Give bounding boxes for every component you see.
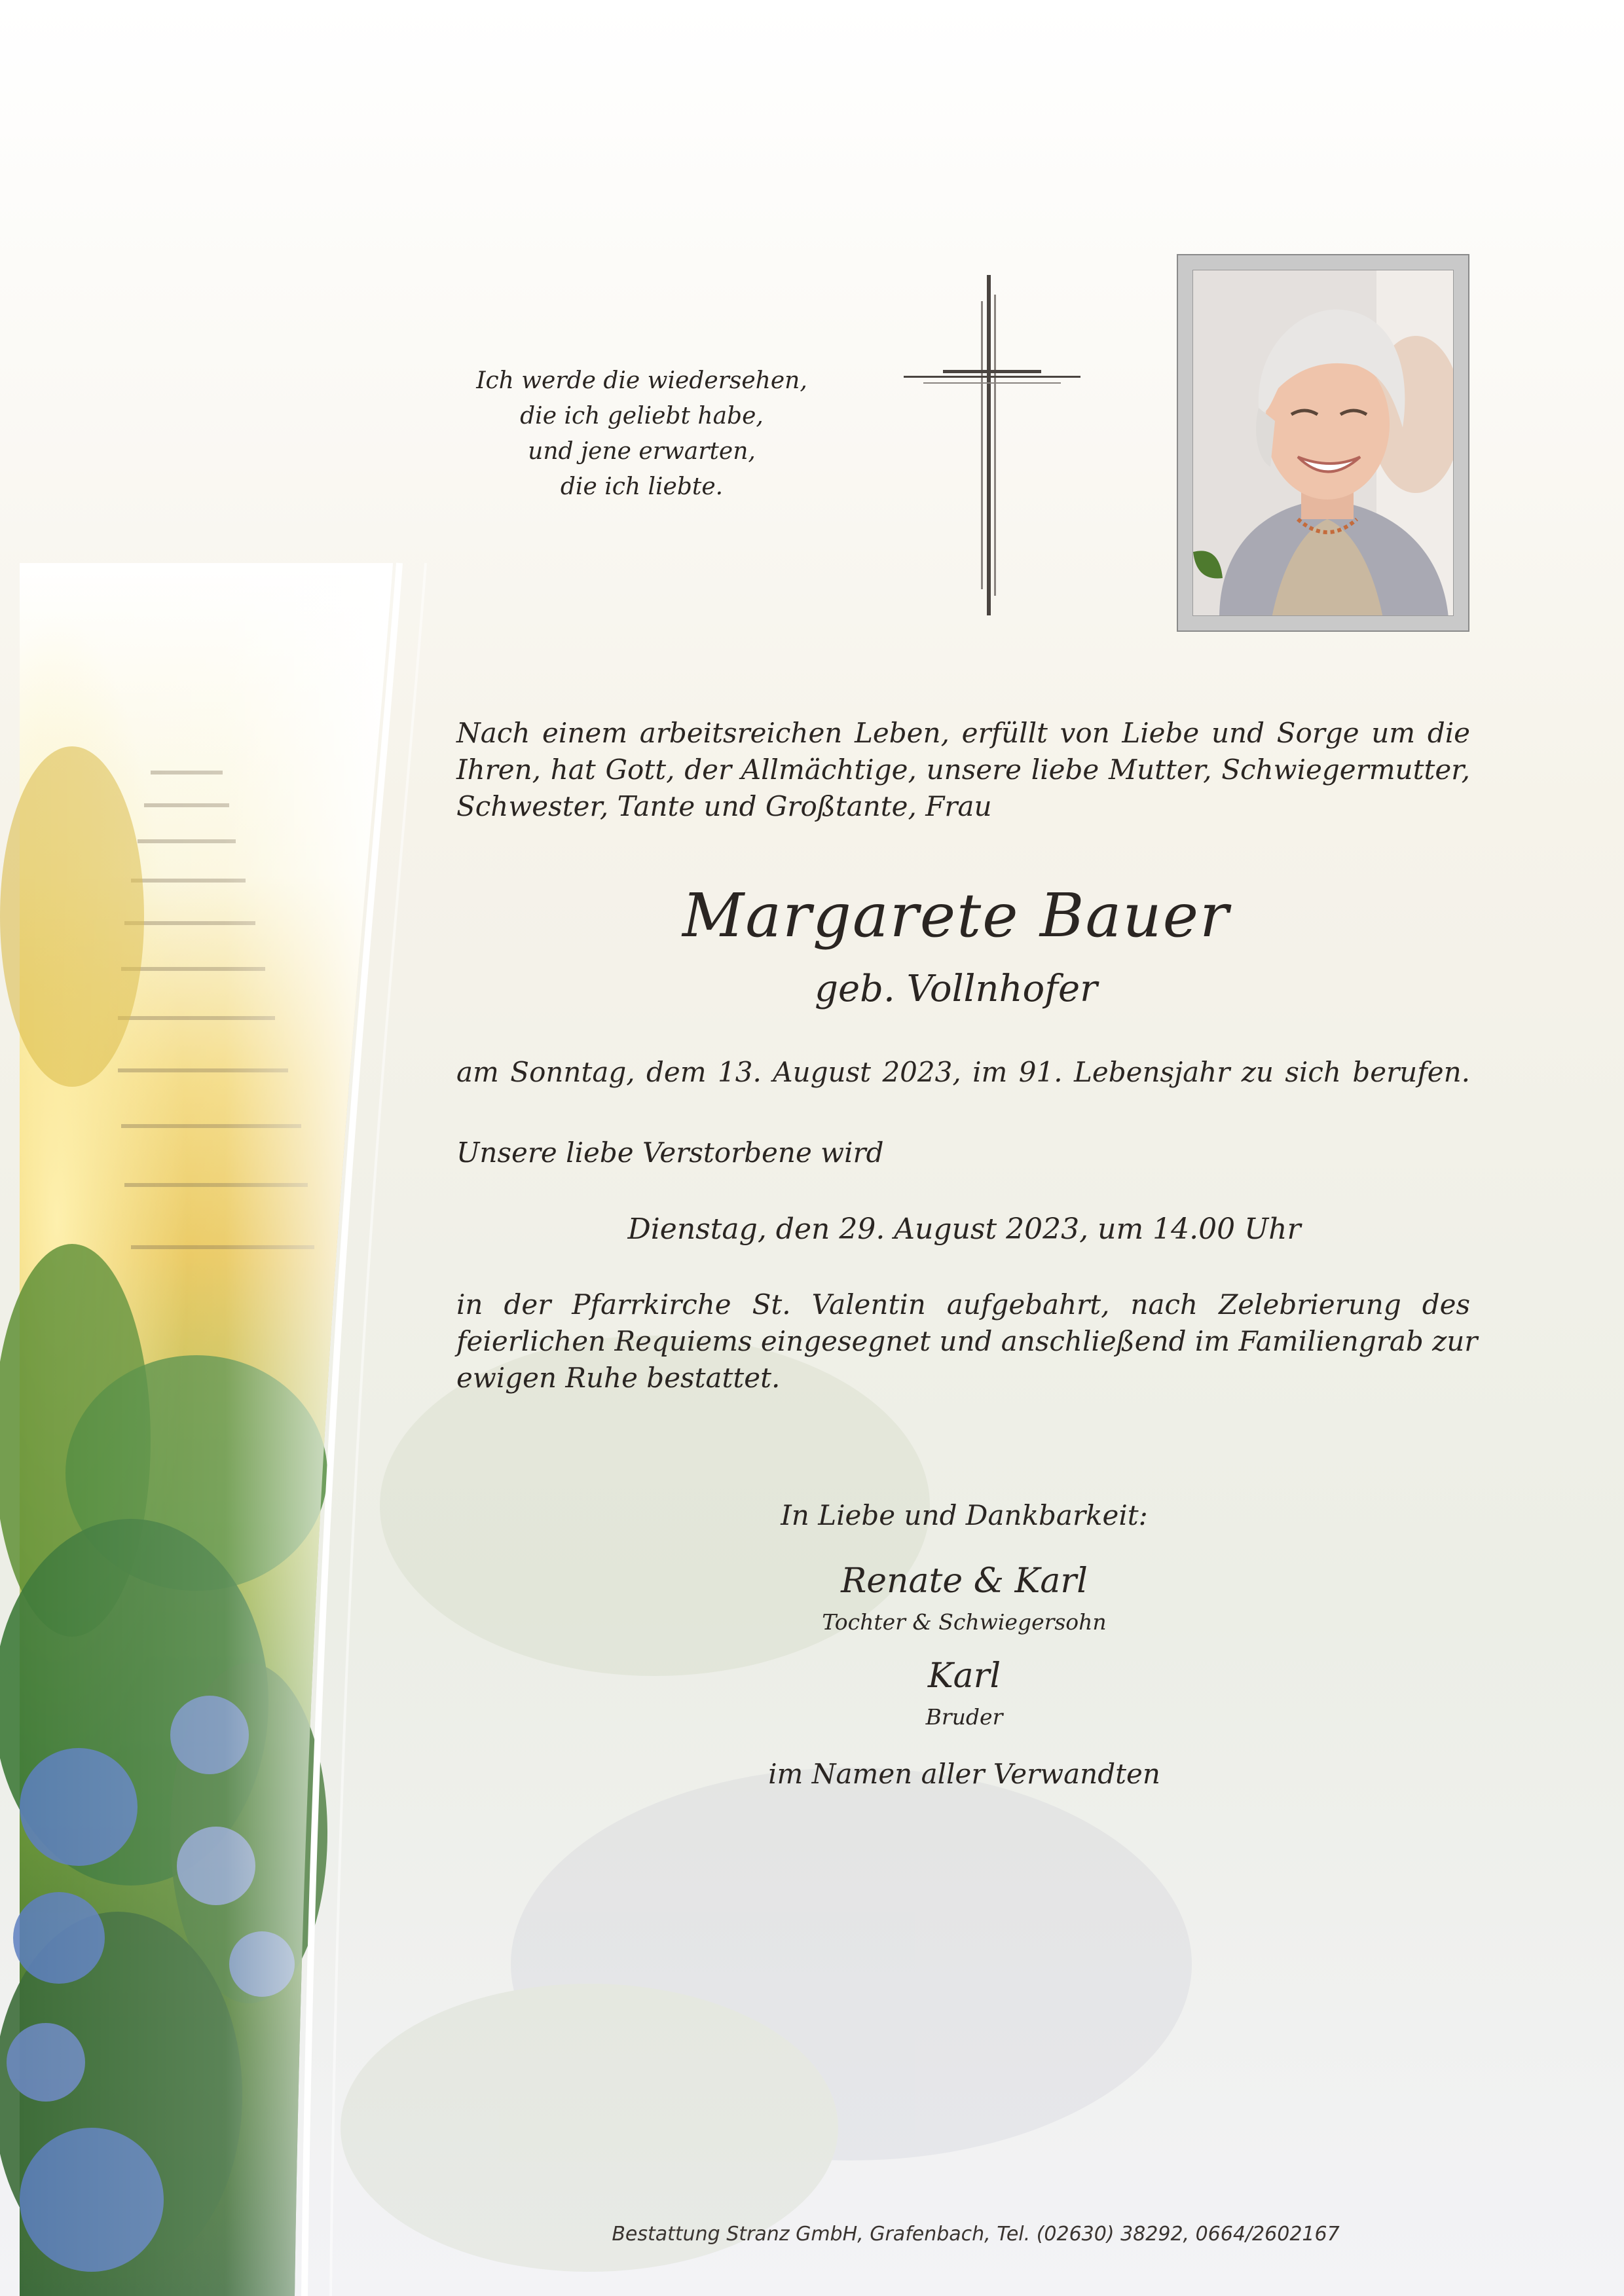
- memorial-quote: [419, 363, 864, 505]
- funeral-lead: [456, 1135, 1470, 1171]
- intro-line: Schwester, Tante und Großtante, Frau: [456, 790, 992, 822]
- funeral-lead-text: Unsere liebe Verstorbene wird: [456, 1137, 884, 1169]
- mourner-name: Renate & Karl: [841, 1561, 1088, 1601]
- quote-line: die ich geliebt habe,: [520, 403, 764, 429]
- quote-line: die ich liebte.: [560, 473, 724, 500]
- funeral-details: [456, 1286, 1478, 1396]
- funeral-home-footer: Bestattung Stranz GmbH, Grafenbach, Tel. (02630) 38292, 0664/2602167: [612, 2223, 1340, 2246]
- death-notice: [456, 1054, 1470, 1091]
- intro-line: Ihren, hat Gott, der Allmächtige, unsere liebe Mutter, Schwiegermutter,: [456, 754, 1470, 786]
- intro-paragraph: [456, 715, 1470, 825]
- quote-line: und jene erwarten,: [528, 438, 756, 465]
- cross-icon: [904, 275, 1080, 615]
- mourners-closing: im Namen aller Verwandten: [768, 1758, 1160, 1790]
- intro-line: Nach einem arbeitsreichen Leben, erfüllt von Liebe und Sorge um die: [456, 717, 1470, 749]
- mourner-name: Karl: [927, 1656, 1001, 1696]
- deceased-name: Margarete Bauer: [682, 881, 1230, 951]
- death-notice-text: am Sonntag, dem 13. August 2023, im 91. Lebensjahr zu sich berufen.: [456, 1056, 1470, 1088]
- funeral-line: ewigen Ruhe bestattet.: [456, 1362, 781, 1394]
- mourner-relation: Tochter & Schwiegersohn: [822, 1609, 1107, 1635]
- mourners-heading: In Liebe und Dankbarkeit:: [781, 1499, 1148, 1531]
- portrait-photo: [1192, 270, 1454, 616]
- funeral-line: feierlichen Requiems eingesegnet und anschließend im Familiengrab zur: [456, 1325, 1478, 1357]
- funeral-line: in der Pfarrkirche St. Valentin aufgebahrt, nach Zelebrierung des: [456, 1288, 1470, 1321]
- portrait-frame: [1177, 254, 1469, 632]
- birth-name: geb. Vollnhofer: [815, 968, 1098, 1010]
- quote-line: Ich werde die wiedersehen,: [476, 367, 807, 394]
- mourner-relation: Bruder: [925, 1704, 1003, 1730]
- funeral-date: Dienstag, den 29. August 2023, um 14.00 Uhr: [627, 1212, 1301, 1246]
